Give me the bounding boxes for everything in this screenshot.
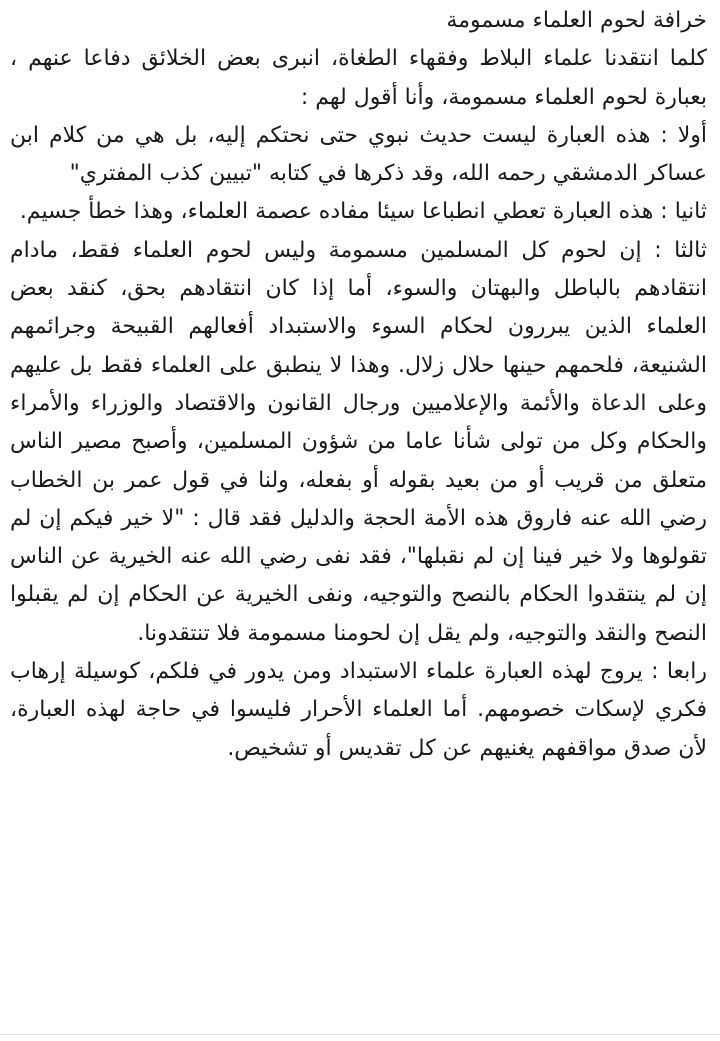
point-three-paragraph: ثالثا : إن لحوم كل المسلمين مسمومة وليس لحوم العلماء فقط، مادام انتقادهم بالباطل والبهتان والسوء، أما إذا كان انتقادهم بحق، كنقد بعض العلماء الذين يبررون لحكام السوء والاستبداد أفعالهم القبيحة وجرائمهم الشنيعة، فلحمهم حينها حلال زلال. وهذا لا ينطبق على العلماء فقط بل عليهم وعلى الدعاة والأئمة والإعلاميين ورجال القانون والاقتصاد والوزراء والأمراء والحكام وكل من تولى شأنا عاما من شؤون المسلمين، وأصبح مصير الناس متعلق من قريب أو من بعيد بقوله أو بفعله، ولنا في قول عمر بن الخطاب رضي الله عنه فاروق هذه الأمة الحجة والدليل فقد قال : "لا خير فيكم إن لم تقولوها ولا خير فينا إن لم نقبلها"، فقد نفى رضي الله عنه الخيرية عن الناس إن لم ينتقدوا الحكام بالنصح والتوجيه، ونفى الخيرية عن الحكام إن لم يقبلوا النصح والنقد والتوجيه، ولم يقل إن لحومنا مسمومة فلا تنتقدونا.	[10, 237, 707, 646]
point-one-paragraph: أولا : هذه العبارة ليست حديث نبوي حتى نحتكم إليه، بل هي من كلام ابن عساكر الدمشقي رحمه الله، وقد ذكرها في كتابه "تبيين كذب المفتري"	[10, 122, 707, 187]
bottom-divider	[0, 1034, 720, 1035]
point-two-paragraph: ثانيا : هذه العبارة تعطي انطباعا سيئا مفاده عصمة العلماء، وهذا خطأ جسيم.	[19, 199, 707, 225]
article-title: خرافة لحوم العلماء مسمومة	[446, 8, 707, 33]
point-four-paragraph: رابعا : يروج لهذه العبارة علماء الاستبداد ومن يدور في فلكم، كوسيلة إرهاب فكري لإسكات خصومهم. أما العلماء الأحرار فليسوا في حاجة لهذه العبارة، لأن صدق مواقفهم يغنيهم عن كل تقديس أو تشخيص.	[10, 659, 707, 761]
intro-paragraph: كلما انتقدنا علماء البلاط وفقهاء الطغاة، انبرى بعض الخلائق دفاعا عنهم ، بعبارة لحوم العلماء مسمومة، وأنا أقول لهم :	[10, 46, 707, 110]
